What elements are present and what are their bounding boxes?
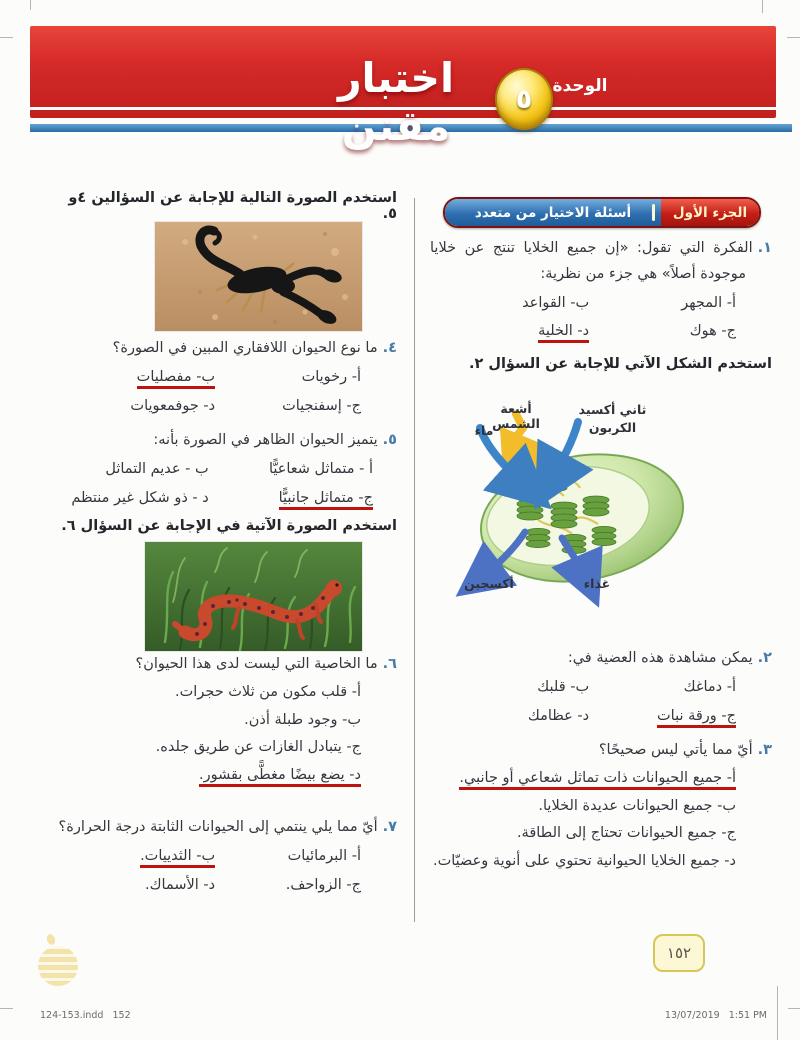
- question-6: [57, 652, 397, 789]
- salamander-photo: [145, 542, 362, 651]
- option-c: ج- هوك: [689, 323, 736, 340]
- crop-mark: [0, 1008, 13, 1009]
- question-3: [430, 738, 772, 875]
- option-a: أ- دماغك: [683, 678, 736, 695]
- column-divider: [414, 198, 415, 922]
- question-5-number: ٥.: [382, 432, 397, 448]
- label-food: غذاء: [583, 576, 611, 591]
- page-number: ١٥٢: [666, 944, 692, 962]
- publisher-logo: [38, 946, 78, 986]
- option-a-answer: أ- جميع الحيوانات ذات تماثل شعاعي أو جانبي.: [430, 766, 772, 792]
- option-b: ب- القواعد: [522, 294, 590, 311]
- option-c: ج- الزواحف.: [285, 876, 361, 893]
- crop-mark: [788, 1008, 800, 1009]
- part-badge: [443, 197, 761, 228]
- label-co2-line2: الكربون: [588, 420, 637, 435]
- question-7-options: [57, 844, 397, 899]
- question-1-options: [430, 291, 772, 346]
- print-imprint-right: 13/07/2019 1:51 PM: [664, 1010, 767, 1021]
- label-water: ماء: [474, 423, 494, 438]
- option-d: د - ذو شكل غير منتظم: [71, 489, 209, 506]
- badge-separator: [652, 204, 655, 221]
- question-2-options: [430, 675, 772, 730]
- scorpion-photo: [155, 222, 362, 331]
- option-b: ب- جميع الحيوانات عديدة الخلايا.: [538, 797, 736, 814]
- option-d: د- جميع الخلايا الحيوانية تحتوي على أنوية وعضيّات.: [433, 853, 736, 870]
- option-a: أ- المجهر: [681, 294, 736, 311]
- option-c-answer: ج- متماثل جانبيًّا: [209, 486, 373, 512]
- photo-instruction-q6: استخدم الصورة الآتية في الإجابة عن السؤال ٦.: [61, 518, 397, 534]
- question-7: [57, 815, 397, 898]
- option-b: ب- وجود طبلة أذن.: [244, 711, 361, 728]
- unit-label: الوحدة: [552, 76, 608, 96]
- crop-mark: [762, 0, 763, 13]
- option-c-answer: ج- ورقة نبات: [589, 704, 736, 730]
- crop-mark: [777, 986, 778, 1040]
- photo-instruction-q4-q5: استخدم الصورة التالية للإجابة عن السؤالين ٤و ٥.: [68, 190, 397, 222]
- question-4: [57, 336, 397, 419]
- question-3-number: ٣.: [757, 742, 772, 758]
- question-3-text: ٣.أيّ مما يأتي ليس صحيحًا؟: [598, 742, 772, 758]
- question-6-number: ٦.: [382, 656, 397, 672]
- option-b: ب- قلبك: [537, 678, 590, 695]
- option-d-answer: د- يضع بيضًا مغطًّى بقشور.: [57, 763, 397, 789]
- badge-part-label: الجزء الأول: [672, 204, 748, 221]
- question-5: [57, 428, 397, 511]
- option-d-answer: د- الخلية: [430, 319, 589, 345]
- option-c: ج- يتبادل الغازات عن طريق جلده.: [155, 739, 361, 756]
- question-5-text: ٥.يتميز الحيوان الظاهر في الصورة بأنه:: [153, 432, 397, 448]
- unit-number-medal: [495, 68, 553, 130]
- question-1-number: ١.: [757, 240, 772, 256]
- scorpion-illustration: [155, 222, 362, 331]
- question-5-options: [57, 457, 397, 512]
- chloroplast-diagram: [430, 392, 770, 644]
- option-d: د- الأسماك.: [144, 876, 216, 893]
- question-7-number: ٧.: [382, 819, 397, 835]
- question-1-text: ١.الفكرة التي تقول: «إن جميع الخلايا تنتج عن خلايا موجودة أصلاً» هي جزء من نظرية:: [430, 240, 772, 282]
- badge-section-label: أسئلة الاختيار من متعدد: [474, 204, 632, 221]
- option-a: أ- رخويات: [301, 368, 361, 385]
- figure-instruction-q2: استخدم الشكل الآتي للإجابة عن السؤال ٢.: [468, 356, 772, 372]
- question-7-text: ٧.أيّ مما يلي ينتمي إلى الحيوانات الثابتة درجة الحرارة؟: [58, 819, 397, 835]
- option-d: د- عظامك: [527, 707, 590, 724]
- question-1: [430, 236, 772, 345]
- question-4-options: [57, 365, 397, 420]
- option-b-answer: ب- الثدييات.: [57, 844, 215, 870]
- crop-mark: [0, 37, 13, 38]
- option-c: ج- إسفنجيات: [282, 397, 361, 414]
- crop-mark: [30, 0, 31, 10]
- salamander-illustration: [145, 542, 362, 651]
- question-2-number: ٢.: [757, 650, 772, 666]
- option-d: د- جوفمعويات: [130, 397, 216, 414]
- option-c: ج- جميع الحيوانات تحتاج إلى الطاقة.: [516, 825, 736, 842]
- option-a: أ - متماثل شعاعيًّا: [268, 460, 373, 477]
- label-co2-line1: ثاني أكسيد: [578, 402, 647, 417]
- option-b-answer: ب- مفصليات: [57, 365, 215, 391]
- option-a: أ- البرمائيات: [287, 847, 361, 864]
- crop-mark: [787, 37, 800, 38]
- question-2: [430, 646, 772, 729]
- label-oxygen: أكسجين: [464, 576, 514, 591]
- page-title: اختبار مقنن: [337, 54, 455, 150]
- page-number-badge: [653, 934, 705, 972]
- badge-section: [445, 199, 661, 226]
- question-6-text: ٦.ما الخاصية التي ليست لدى هذا الحيوان؟: [135, 656, 397, 672]
- badge-part: [661, 199, 759, 226]
- unit-number: ٥: [515, 83, 533, 115]
- question-2-text: ٢.يمكن مشاهدة هذه العضية في:: [567, 650, 772, 666]
- print-imprint-left: 124-153.indd 152: [40, 1010, 131, 1021]
- option-b: ب - عديم التماثل: [105, 460, 209, 477]
- label-sunlight: أشعة الشمس: [492, 401, 540, 431]
- option-a: أ- قلب مكون من ثلاث حجرات.: [175, 683, 361, 700]
- question-4-number: ٤.: [382, 340, 397, 356]
- question-4-text: ٤.ما نوع الحيوان اللافقاري المبين في الصورة؟: [112, 340, 397, 356]
- publisher-logo-mark: [45, 933, 56, 946]
